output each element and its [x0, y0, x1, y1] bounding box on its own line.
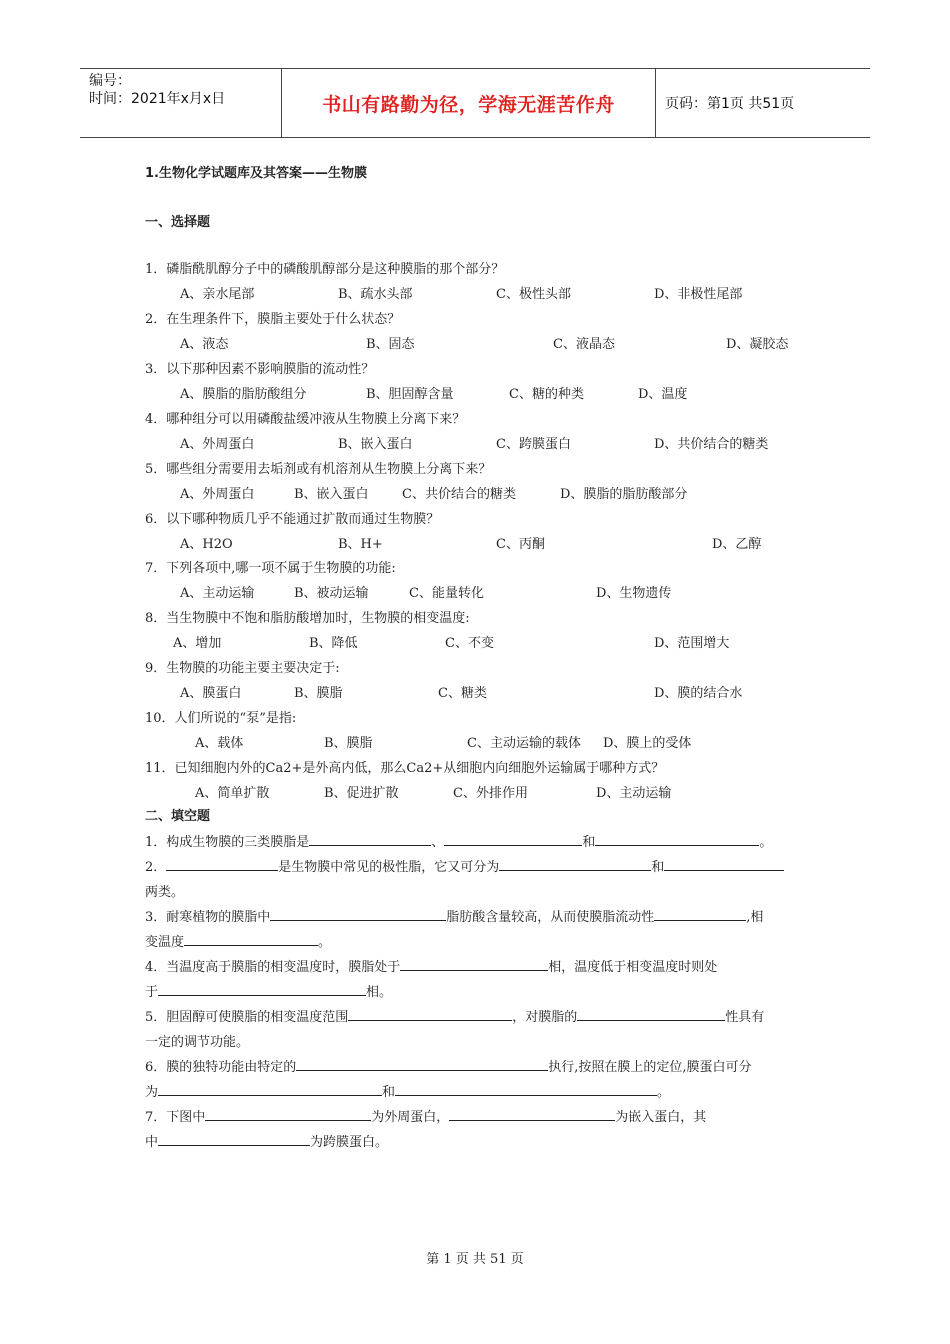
answer-option[interactable]: B、促进扩散 — [324, 786, 399, 801]
answer-option[interactable]: A、外周蛋白 — [180, 487, 255, 502]
fill-question-4-cont — [145, 981, 392, 1000]
answer-option[interactable]: D、膜的结合水 — [654, 686, 743, 701]
answer-option[interactable]: C、丙酮 — [496, 537, 545, 552]
answer-option[interactable]: A、简单扩散 — [195, 786, 270, 801]
answer-option[interactable]: D、范围增大 — [654, 636, 730, 651]
answer-option[interactable]: D、生物遗传 — [596, 586, 672, 601]
fill-text: 7．下图中 — [145, 1110, 206, 1125]
question-stem: 1．磷脂酰肌醇分子中的磷酸肌醇部分是这种膜脂的那个部分？ — [145, 262, 505, 277]
answer-option[interactable]: A、载体 — [195, 736, 244, 751]
question-stem: 9．生物膜的功能主要主要决定于: — [145, 661, 340, 676]
fill-text: 。 — [657, 1085, 671, 1100]
question-stem: 3．以下那种因素不影响膜脂的流动性？ — [145, 362, 375, 377]
page-header — [80, 68, 870, 138]
answer-option[interactable]: C、极性头部 — [496, 287, 571, 302]
answer-option[interactable]: D、温度 — [638, 387, 688, 402]
answer-option[interactable]: B、胆固醇含量 — [366, 387, 454, 402]
answer-option[interactable]: C、共价结合的糖类 — [402, 487, 516, 502]
answer-blank[interactable] — [205, 1108, 371, 1121]
answer-option[interactable]: B、疏水头部 — [338, 287, 413, 302]
answer-blank[interactable] — [395, 1083, 657, 1096]
answer-blank[interactable] — [499, 858, 651, 871]
question-stem: 2．在生理条件下，膜脂主要处于什么状态？ — [145, 312, 401, 327]
answer-option[interactable]: A、液态 — [180, 337, 229, 352]
fill-question-5 — [145, 1006, 764, 1025]
fill-text: 和 — [651, 860, 665, 875]
fill-text: 为 — [145, 1085, 159, 1100]
question-stem: 4．哪种组分可以用磷酸盐缓冲液从生物膜上分离下来？ — [145, 412, 466, 427]
answer-option[interactable]: D、乙醇 — [712, 537, 762, 552]
fill-question-2 — [145, 856, 784, 875]
fill-text: 于 — [145, 985, 159, 1000]
answer-blank[interactable] — [595, 833, 759, 846]
question-stem: 11．已知细胞内外的Ca2+是外高内低，那么Ca2+从细胞内向细胞外运输属于哪种方式？ — [145, 761, 665, 776]
answer-option[interactable]: C、液晶态 — [553, 337, 615, 352]
fill-text: 。 — [318, 935, 332, 950]
fill-question-7-cont — [145, 1131, 388, 1150]
fill-text: 1．构成生物膜的三类膜脂是 — [145, 835, 310, 850]
answer-option[interactable]: A、增加 — [173, 636, 222, 651]
answer-option[interactable]: D、膜脂的脂肪酸部分 — [560, 487, 688, 502]
fill-text: 为外周蛋白， — [371, 1110, 450, 1125]
answer-option[interactable]: C、糖类 — [438, 686, 487, 701]
fill-text: 两类。 — [145, 885, 185, 900]
answer-blank[interactable] — [296, 1058, 548, 1071]
answer-option[interactable]: B、被动运输 — [294, 586, 369, 601]
answer-option[interactable]: B、嵌入蛋白 — [294, 487, 369, 502]
answer-option[interactable]: D、共价结合的糖类 — [654, 437, 769, 452]
fill-question-2-cont — [145, 881, 184, 900]
fill-text: 、 — [431, 835, 445, 850]
answer-blank[interactable] — [309, 833, 431, 846]
question-stem: 6．以下哪种物质几乎不能通过扩散而通过生物膜？ — [145, 512, 440, 527]
answer-option[interactable]: A、主动运输 — [180, 586, 255, 601]
answer-blank[interactable] — [158, 1133, 310, 1146]
answer-blank[interactable] — [158, 983, 366, 996]
answer-option[interactable]: C、主动运输的载体 — [467, 736, 581, 751]
answer-option[interactable]: B、H+ — [338, 537, 383, 552]
fill-question-7 — [145, 1106, 706, 1125]
question-stem: 7．下列各项中,哪一项不属于生物膜的功能: — [145, 561, 396, 576]
section-heading-choice: 一、选择题 — [145, 215, 211, 230]
answer-option[interactable]: C、跨膜蛋白 — [496, 437, 571, 452]
answer-blank[interactable] — [400, 958, 548, 971]
page-footer: 第 1 页 共 51 页 — [426, 1252, 524, 1267]
answer-option[interactable]: C、不变 — [445, 636, 494, 651]
fill-text: 5．胆固醇可使膜脂的相变温度范围 — [145, 1010, 349, 1025]
fill-question-6-cont — [145, 1081, 670, 1100]
header-info-cell — [80, 69, 282, 137]
fill-text: ,相 — [746, 910, 764, 925]
fill-question-4 — [145, 956, 717, 975]
answer-option[interactable]: B、膜脂 — [324, 736, 373, 751]
fill-text: 和 — [582, 835, 596, 850]
answer-blank[interactable] — [577, 1008, 725, 1021]
answer-blank[interactable] — [158, 1083, 382, 1096]
answer-blank[interactable] — [444, 833, 582, 846]
answer-blank[interactable] — [270, 908, 446, 921]
answer-option[interactable]: B、降低 — [309, 636, 358, 651]
answer-option[interactable]: A、外周蛋白 — [180, 437, 255, 452]
answer-option[interactable]: A、膜脂的脂肪酸组分 — [180, 387, 307, 402]
fill-text: 一定的调节功能。 — [145, 1035, 250, 1050]
fill-text: 3．耐寒植物的膜脂中 — [145, 910, 271, 925]
fill-text: 相。 — [366, 985, 393, 1000]
number-label: 编号： — [89, 73, 131, 89]
fill-text: 为跨膜蛋白。 — [310, 1135, 389, 1150]
answer-blank[interactable] — [348, 1008, 512, 1021]
answer-option[interactable]: D、凝胶态 — [726, 337, 789, 352]
fill-text: 变温度 — [145, 935, 185, 950]
fill-text: 中 — [145, 1135, 159, 1150]
answer-option[interactable]: B、膜脂 — [294, 686, 343, 701]
question-stem: 5．哪些组分需要用去垢剂或有机溶剂从生物膜上分离下来？ — [145, 462, 492, 477]
section-heading-fill: 二、填空题 — [145, 809, 211, 824]
answer-option[interactable]: C、糖的种类 — [509, 387, 584, 402]
question-stem: 8．当生物膜中不饱和脂肪酸增加时，生物膜的相变温度: — [145, 611, 470, 626]
answer-option[interactable]: B、固态 — [366, 337, 415, 352]
answer-blank[interactable] — [184, 933, 318, 946]
document-title: 1.生物化学试题库及其答案——生物膜 — [145, 166, 367, 181]
header-motto: 书山有路勤为径，学海无涯苦作舟 — [282, 69, 656, 137]
fill-question-6 — [145, 1056, 752, 1075]
answer-option[interactable]: C、能量转化 — [409, 586, 484, 601]
answer-blank[interactable] — [449, 1108, 615, 1121]
answer-option[interactable]: D、膜上的受体 — [603, 736, 692, 751]
fill-text: 为嵌入蛋白，其 — [615, 1110, 707, 1125]
fill-text: 。 — [759, 835, 773, 850]
fill-question-1 — [145, 831, 772, 850]
header-page-label: 页码：第1页 共51页 — [665, 96, 795, 112]
answer-option[interactable]: C、外排作用 — [453, 786, 528, 801]
answer-option[interactable]: B、嵌入蛋白 — [338, 437, 413, 452]
question-stem: 10．人们所说的“泵”是指: — [145, 711, 297, 726]
fill-text: ，对膜脂的 — [512, 1010, 578, 1025]
answer-blank[interactable] — [654, 908, 746, 921]
fill-text: 4．当温度高于膜脂的相变温度时，膜脂处于 — [145, 960, 401, 975]
fill-question-5-cont — [145, 1031, 249, 1050]
answer-blank[interactable] — [664, 858, 784, 871]
answer-option[interactable]: A、膜蛋白 — [180, 686, 242, 701]
fill-text: 是生物膜中常见的极性脂，它又可分为 — [278, 860, 500, 875]
fill-text: 和 — [382, 1085, 396, 1100]
fill-text: 执行,按照在膜上的定位,膜蛋白可分 — [548, 1060, 752, 1075]
fill-question-3-cont — [145, 931, 331, 950]
fill-question-3 — [145, 906, 763, 925]
time-label: 时间：2021年x月x日 — [89, 91, 226, 107]
fill-text: 脂肪酸含量较高，从而使膜脂流动性 — [446, 910, 655, 925]
fill-text: 相，温度低于相变温度时则处 — [548, 960, 718, 975]
answer-option[interactable]: D、主动运输 — [596, 786, 672, 801]
fill-text: 6．膜的独特功能由特定的 — [145, 1060, 297, 1075]
answer-option[interactable]: A、亲水尾部 — [180, 287, 255, 302]
fill-text: 性具有 — [725, 1010, 765, 1025]
answer-blank[interactable] — [166, 858, 278, 871]
fill-text: 2． — [145, 860, 167, 875]
answer-option[interactable]: D、非极性尾部 — [654, 287, 743, 302]
answer-option[interactable]: A、H2O — [180, 537, 233, 552]
